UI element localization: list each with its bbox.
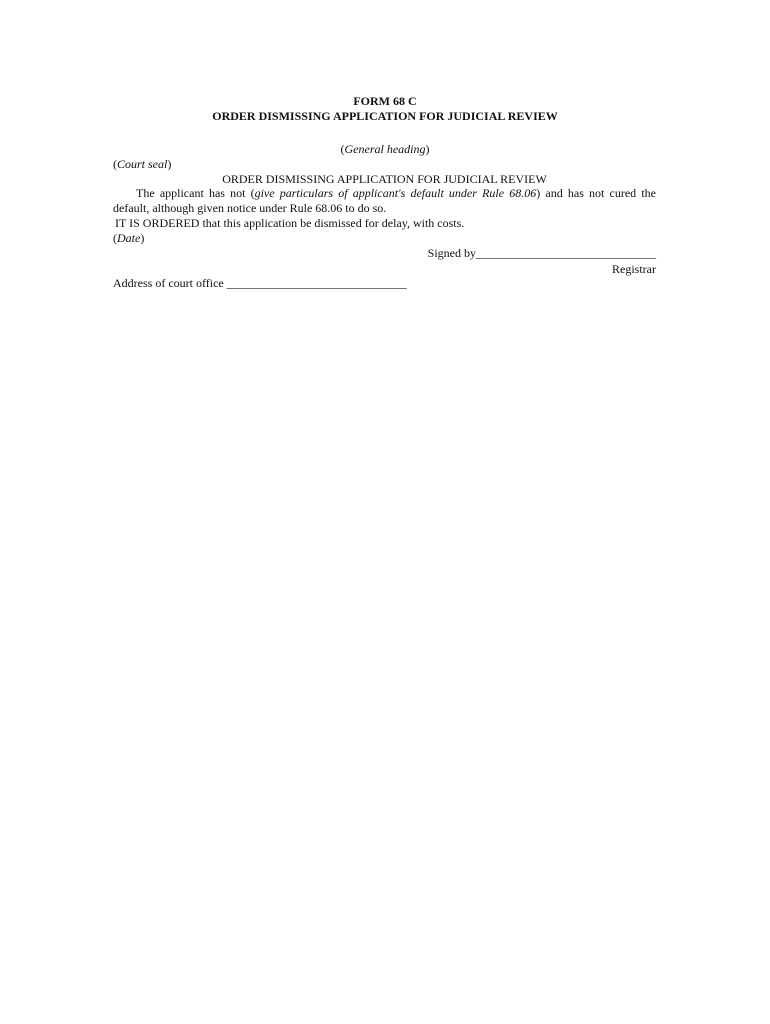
- paragraph-part2: ) and has not cured the default, although given notice under Rule 68.06 to do so.: [113, 186, 656, 215]
- general-heading: (General heading): [340, 142, 430, 156]
- paragraph-italic: give particulars of applicant's default under Rule 68.06: [254, 186, 537, 200]
- form-number: FORM 68 C: [353, 94, 417, 108]
- order-statement: IT IS ORDERED that this application be dismissed for delay, with costs.: [115, 216, 465, 230]
- court-seal-text: Court seal: [117, 157, 168, 171]
- date-line: (Date): [113, 231, 145, 245]
- date-text: Date: [117, 231, 141, 245]
- paragraph-part1: The applicant has not (: [136, 186, 255, 200]
- form-title: ORDER DISMISSING APPLICATION FOR JUDICIAL REVIEW: [212, 109, 558, 123]
- general-heading-text: General heading: [344, 142, 426, 156]
- signed-by-line: Signed by______________________________: [427, 246, 656, 260]
- registrar-label: Registrar: [612, 262, 656, 276]
- court-office-address-line: Address of court office ______________________________: [113, 276, 407, 290]
- order-heading: ORDER DISMISSING APPLICATION FOR JUDICIAL REVIEW: [222, 172, 547, 186]
- applicant-default-paragraph: [113, 186, 656, 216]
- court-seal: (Court seal): [113, 157, 172, 171]
